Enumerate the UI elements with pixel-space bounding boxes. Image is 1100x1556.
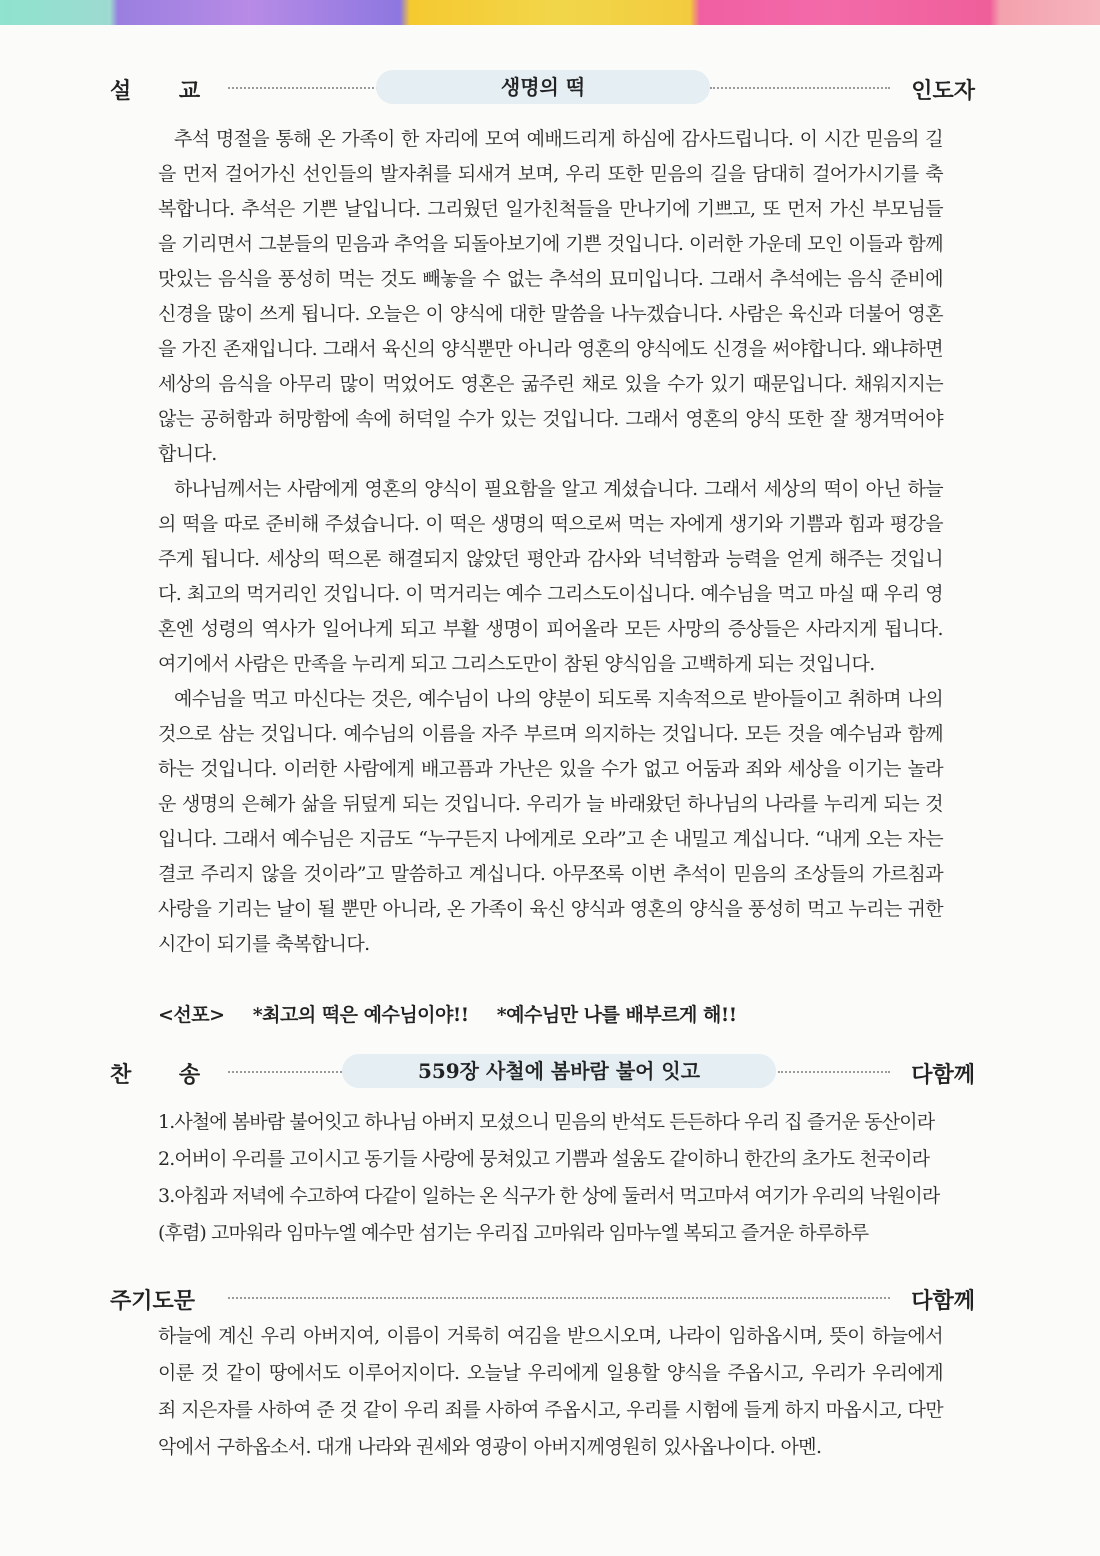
hymn-title-pill	[342, 1054, 776, 1088]
sermon-title: 생명의 떡	[500, 75, 586, 99]
sermon-paragraph: 하나님께서는 사람에게 영혼의 양식이 필요함을 알고 계셨습니다. 그래서 세상의 떡이 아닌 하늘의 떡을 따로 준비해 주셨습니다. 이 떡은 생명의 떡으로써 먹는 자에게 생기와 기쁨과 힘과 평강을 주게 됩니다. 세상의 떡으론 해결되지 않았던 평안과 감사와 넉넉함과 능력을 얻게 해주는 것입니다. 최고의 먹거리인 것입니다. 이 먹거리는 예수 그리스도이십니다. 예수님을 먹고 마실 때 우리 영혼엔 성령의 역사가 일어나게 되고 부활 생명이 피어올라 모든 사망의 증상들은 사라지게 됩니다. 여기에서 사람은 만족을 누리게 되고 그리스도만이 참된 양식임을 고백하게 되는 것입니다.	[158, 478, 943, 675]
prayer-leader: 다함께	[911, 1288, 975, 1314]
leader-dots	[778, 1071, 890, 1073]
declaration-line: *최고의 떡은 예수님이야!!	[252, 1004, 469, 1026]
sermon-leader: 인도자	[911, 78, 975, 104]
sermon-body	[158, 122, 943, 962]
hymn-header	[110, 1054, 975, 1094]
prayer-header	[110, 1280, 975, 1320]
hymn-verse: 2.어버이 우리를 고이시고 동기들 사랑에 뭉쳐있고 기쁨과 설움도 같이하니 한간의 초가도 천국이라	[158, 1148, 930, 1170]
hymn-verses	[158, 1104, 943, 1252]
prayer-text: 하늘에 계신 우리 아버지여, 이름이 거룩히 여김을 받으시오며, 나라이 임하옵시며, 뜻이 하늘에서 이룬 것 같이 땅에서도 이루어지이다. 오늘날 우리에게 일용할 양식을 주옵시고, 우리가 우리에게 죄 지은자를 사하여 준 것 같이 우리 죄를 사하여 주옵시고, 우리를 시험에 들게 하지 마옵시고, 다만 악에서 구하옵소서. 대개 나라와 권세와 영광이 아버지께영원히 있사옵나이다. 아멘.	[158, 1325, 943, 1458]
declaration-tag: <선포>	[158, 1004, 225, 1026]
declaration-line: *예수님만 나를 배부르게 해!!	[496, 1004, 737, 1026]
hymn-verse: 1.사철에 봄바람 불어잇고 하나님 아버지 모셨으니 믿음의 반석도 든든하다 우리 집 즐거운 동산이라	[158, 1111, 935, 1133]
sermon-paragraph: 추석 명절을 통해 온 가족이 한 자리에 모여 예배드리게 하심에 감사드립니다. 이 시간 믿음의 길을 먼저 걸어가신 선인들의 발자취를 되새겨 보며, 우리 또한 믿음의 길을 담대히 걸어가시기를 축복합니다. 추석은 기쁜 날입니다. 그리웠던 일가친척들을 만나기에 기쁘고, 또 먼저 가신 부모님들을 기리면서 그분들의 믿음과 추억을 되돌아보기에 기쁜 것입니다. 이러한 가운데 모인 이들과 함께 맛있는 음식을 풍성히 먹는 것도 빼놓을 수 없는 추석의 묘미입니다. 그래서 추석에는 음식 준비에 신경을 많이 쓰게 됩니다. 오늘은 이 양식에 대한 말씀을 나누겠습니다. 사람은 육신과 더불어 영혼을 가진 존재입니다. 그래서 육신의 양식뿐만 아니라 영혼의 양식에도 신경을 써야합니다. 왜냐하면 세상의 음식을 아무리 많이 먹었어도 영혼은 굶주린 채로 있을 수가 있기 때문입니다. 채워지지는 않는 공허함과 허망함에 속에 허덕일 수가 있는 것입니다. 그래서 영혼의 양식 또한 잘 챙겨먹어야 합니다.	[158, 128, 943, 465]
hymn-label: 찬 송	[110, 1062, 201, 1088]
declaration	[158, 1000, 943, 1030]
leader-dots	[710, 87, 890, 89]
hymn-leader: 다함께	[911, 1062, 975, 1088]
hymn-verse: 3.아침과 저녁에 수고하여 다같이 일하는 온 식구가 한 상에 둘러서 먹고마셔 여기가 우리의 낙원이라	[158, 1185, 940, 1207]
sermon-header	[110, 70, 975, 110]
sermon-title-pill	[376, 70, 710, 104]
hymn-title: 559장 사철에 봄바람 불어 잇고	[417, 1059, 701, 1083]
decorative-color-band	[0, 0, 1100, 25]
sermon-label: 설 교	[110, 78, 201, 104]
sermon-paragraph: 예수님을 먹고 마신다는 것은, 예수님이 나의 양분이 되도록 지속적으로 받아들이고 취하며 나의 것으로 삼는 것입니다. 예수님의 이름을 자주 부르며 의지하는 것입니다. 모든 것을 예수님과 함께 하는 것입니다. 이러한 사람에게 배고픔과 가난은 있을 수가 없고 어둠과 죄와 세상을 이기는 놀라운 생명의 은혜가 삶을 뒤덮게 되는 것입니다. 우리가 늘 바래왔던 하나님의 나라를 누리게 되는 것입니다. 그래서 예수님은 지금도 “누구든지 나에게로 오라”고 손 내밀고 계십니다. “내게 오는 자는 결코 주리지 않을 것이라”고 말씀하고 계십니다. 아무쪼록 이번 추석이 믿음의 조상들의 가르침과 사랑을 기리는 날이 될 뿐만 아니라, 온 가족이 육신 양식과 영혼의 양식을 풍성히 먹고 누리는 귀한 시간이 되기를 축복합니다.	[158, 688, 943, 955]
leader-dots	[228, 1297, 890, 1299]
prayer-label: 주기도문	[110, 1288, 196, 1314]
hymn-refrain: (후렴) 고마워라 임마누엘 예수만 섬기는 우리집 고마워라 임마누엘 복되고 즐거운 하루하루	[158, 1222, 869, 1244]
leader-dots	[228, 1071, 358, 1073]
